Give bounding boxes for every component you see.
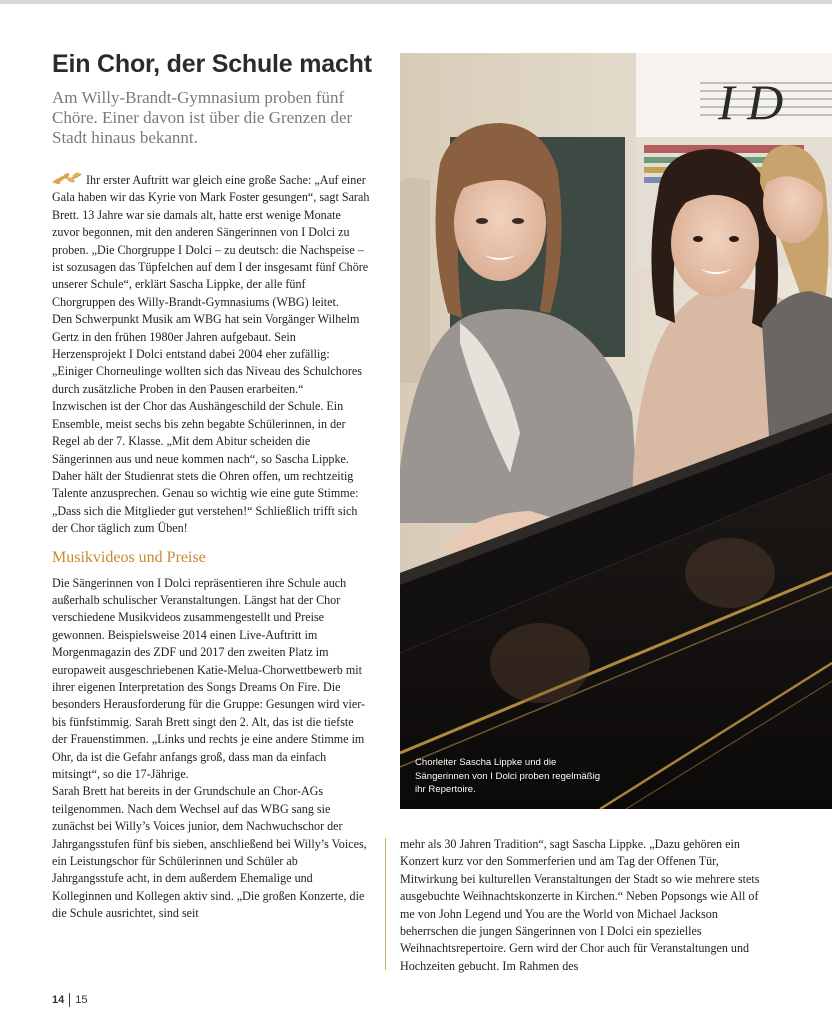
photo-illustration: [400, 53, 832, 809]
column-divider: [385, 838, 386, 970]
page-folio: [52, 992, 88, 1008]
right-text-column: [400, 836, 776, 975]
body-paragraph: Den Schwerpunkt Musik am WBG hat sein Vorgänger Wilhelm Gertz in den frühen 1980er Jahren aufgebaut. Sein Herzensprojekt I Dolci entstand dabei 2004 eher zufällig: „Einiger Chorneulinge wollten sich das Niveau des Schulchores durch zusätzliche Proben in den Pausen erarbeiten.“: [52, 312, 362, 396]
body-paragraph: [52, 172, 370, 311]
section-heading: Musikvideos und Preise: [52, 548, 206, 566]
body-paragraph-text: Ihr erster Auftritt war gleich eine große Sache: „Auf einer Gala haben wir das Kyrie von Mark Foster gesungen“, sagt Sarah Brett. 13 Jahre war sie damals alt, hatte erst wenige Monate zuvor begonnen, mit den anderen Sängerinnen von I Dolci zu proben. „Die Chorgruppe I Dolci – zu deutsch: die Nachspeise – ist sozusagen das Tüpfelchen auf dem I der insgesamt fünf Chöre unserer Schule“, erklärt Sascha Lippke, der alle fünf Chorgruppen des Willy-Brandt-Gymnasiums (WBG) leitet.: [52, 173, 370, 309]
page-number-left: 14: [52, 994, 65, 1006]
top-rule: [0, 0, 832, 4]
photo-sign-text: I D: [718, 74, 784, 130]
left-text-column: [52, 172, 370, 923]
leaf-icon: [52, 172, 82, 185]
article-headline: Ein Chor, der Schule macht: [52, 50, 372, 78]
body-paragraph: Sarah Brett hat bereits in der Grundschule an Chor-AGs teilgenommen. Nach dem Wechsel auf das WBG sang sie zunächst bei Willy’s Voices junior, dem Nachwuchschor der Jahrgangsstufen fünf bis sieben, anschließend bei Willy’s Voices, ein Leistungschor für Schülerinnen und Schüler ab Jahrgangsstufe acht, in dem außerdem Ehemalige und Kolleginnen und Kollegen aktiv sind. „Die großen Konzerte, die die Schule ausrichtet, sind seit: [52, 784, 367, 921]
body-paragraph: mehr als 30 Jahren Tradition“, sagt Sascha Lippke. „Dazu gehören ein Konzert kurz vor den Sommerferien und am Tag der Offenen Tür, Mitwirkung bei kulturellen Veranstaltungen der Stadt so wie mehrere stets ausgebuchte Weihnachtskonzerte in Kirchen.“ Neben Popsongs wie All of me von John Legend und You are the World von Michael Jackson beherrschen die jungen Sängerinnen von I Dolci ein spezielles Weihnachtsrepertoire. Gern wird der Chor auch für Veranstaltungen und Hochzeiten gebucht. Im Rahmen des: [400, 837, 760, 973]
article-subheadline: Am Willy-Brandt-Gymnasium proben fünf Chöre. Einer davon ist über die Grenzen der Stadt hinaus bekannt.: [52, 88, 353, 147]
photo-caption: Chorleiter Sascha Lippke und die Sängerinnen von I Dolci proben regelmäßig ihr Repertoire.: [415, 757, 601, 795]
page-number-right: 15: [75, 994, 88, 1006]
folio-separator: [69, 993, 70, 1007]
article-photo: [400, 53, 832, 809]
body-paragraph: Die Sängerinnen von I Dolci repräsentieren ihre Schule auch außerhalb schulischer Veranstaltungen. Längst hat der Chor verschiedene Musikvideos zusammengestellt und Preise gewonnen. Beispielsweise 2014 einen Live-Auftritt im Morgenmagazin des ZDF und 2017 den zweiten Platz im europaweit ausgeschriebenen Katie-Melua-Chorwettbewerb mit ihrer eigenen Interpretation des Songs Dreams On Fire. Die besonders Herausforderung für die Gruppe: Gesungen wird vier- bis fünfstimmig. Sarah Brett singt den 2. Alt, das ist die tiefste der Frauenstimmen. „Links und rechts je eine andere Stimme im Ohr, da ist die Gefahr anfangs groß, dass man da einfach mitsingt“, so die 17-Jährige.: [52, 575, 366, 781]
body-paragraph: Inzwischen ist der Chor das Aushängeschild der Schule. Ein Ensemble, meist sechs bis zehn begabte Schülerinnen, in der Regel ab der 7. Klasse. „Mit dem Abitur scheiden die Sängerinnen aus und neue kommen nach“, so Sascha Lippke. Daher hält der Studienrat stets die Ohren offen, um rechtzeitig Talente anzusprechen. Genau so wichtig wie eine gute Stimme: „Dass sich die Mitglieder gut verstehen!“ Schließlich trifft sich der Chor täglich zum Üben!: [52, 399, 359, 536]
